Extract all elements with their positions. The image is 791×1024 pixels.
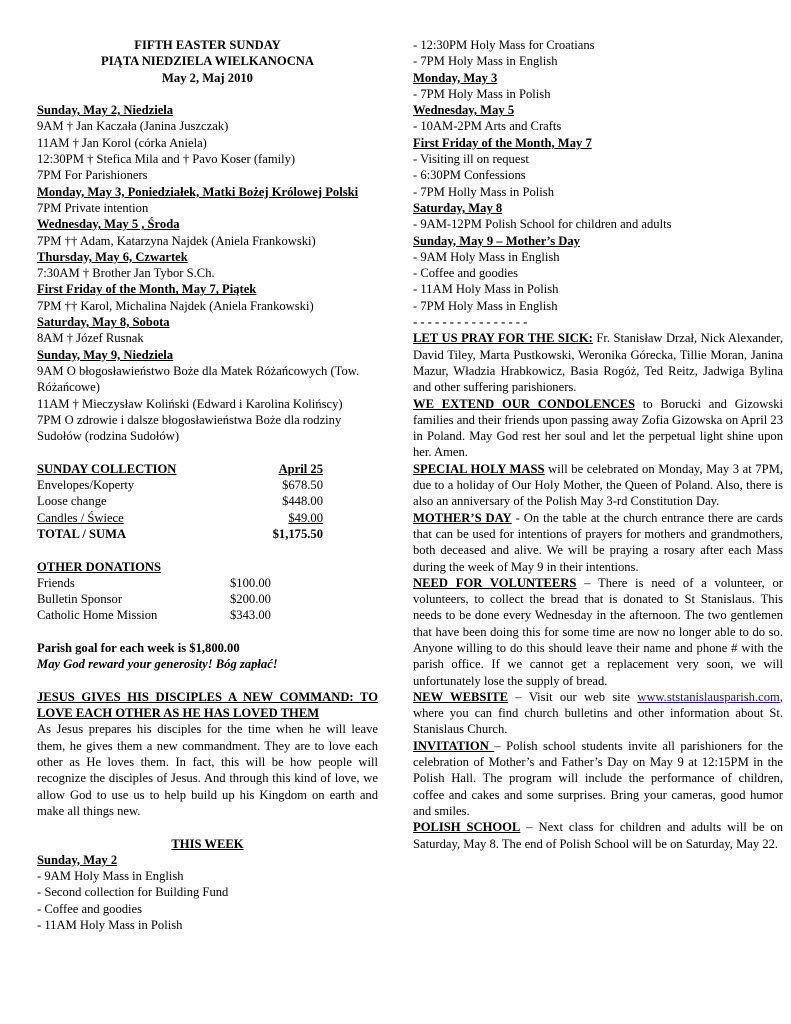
week-day: Sunday, May 9 – Mother’s Day	[413, 233, 580, 248]
header-date: May 2, Maj 2010	[162, 70, 253, 85]
donation-value: $200.00	[230, 592, 271, 607]
announcement-body: Fr. Stanisław Drzał, Nick Alexander, David Tiley, Marta Pustkowski, Weronika Górecka, Tillie Moran, Janina Mazur, Władzia Hrabkowicz, Basia Rogóż, Ted Reitz, Jadwiga Bylina and other suffering parishioners.	[413, 331, 783, 395]
announcement-body: – There is need of a volunteer, or volunteers, to collect the bread that is donated to St Stanislaus. This needs to be done every Wednesday in the afternoon. The two gentlemen that have been doing this for some time are now no longer able to do so. Anyone willing to do this should leave their name and phone # with the parish office. If we cannot get a replacement very soon, we will unfortunately lose the supply of bread.	[413, 575, 783, 688]
announcement-title: INVITATION	[413, 738, 495, 753]
collection-total-value: $1,175.50	[272, 526, 323, 541]
donation-label: Catholic Home Mission	[37, 608, 158, 623]
intention-item: 11AM † Mieczysław Koliński (Edward i Karolina Kolińscy)	[37, 396, 343, 411]
reward-message: May God reward your generosity! Bóg zapłać!	[37, 657, 278, 672]
mass-intentions	[37, 102, 378, 444]
collection-row	[37, 493, 378, 509]
donation-row	[37, 575, 378, 591]
donation-row	[37, 591, 378, 607]
week-item: - 10AM-2PM Arts and Crafts	[413, 119, 562, 134]
intention-item: 7PM For Parishioners	[37, 168, 148, 183]
intention-item: 9AM O błogosławieństwo Boże dla Matek Różańcowych (Tow. Różańcowe)	[37, 363, 360, 395]
gospel-title: JESUS GIVES HIS DISCIPLES A NEW COMMAND: TO LOVE EACH OTHER AS HE HAS LOVED THEM	[37, 689, 378, 721]
week-item: - 9AM Holy Mass in English	[413, 249, 560, 264]
intention-day: Monday, May 3, Poniedziałek, Matki Bożej Królowej Polski	[37, 184, 359, 199]
announcement-title: SPECIAL HOLY MASS	[413, 461, 545, 476]
intention-day: Wednesday, May 5 , Środa	[37, 217, 180, 232]
collection-value: $678.50	[282, 478, 323, 493]
announcement-title: NEW WEBSITE	[413, 689, 509, 704]
week-item: - Second collection for Building Fund	[37, 885, 229, 900]
donation-value: $100.00	[230, 575, 271, 590]
donation-value: $343.00	[230, 608, 271, 623]
announcement-mothers-day	[413, 510, 783, 575]
week-item: - Coffee and goodies	[37, 901, 143, 916]
website-link[interactable]: www.ststanislausparish.com	[637, 689, 780, 704]
collection-date: April 25	[278, 461, 323, 476]
announcement-body: - On the table at the church entrance there are cards that can be used for intentions of prayers for mothers and grandmothers, both deceased and alive. We will be praying a rosary after each Mass during the week of May 9 in their intentions.	[413, 510, 783, 574]
collection-label: Envelopes/Koperty	[37, 478, 135, 493]
collection-row	[37, 477, 378, 493]
week-day: Monday, May 3	[413, 70, 498, 85]
intention-item: 7PM †† Adam, Katarzyna Najdek (Aniela Frankowski)	[37, 233, 316, 248]
announcement-title: NEED FOR VOLUNTEERS	[413, 575, 577, 590]
announcement-body: , where you can find church bulletins and other information about St. Stanislaus Church.	[413, 689, 783, 737]
announcement-body: – Polish school students invite all parishioners for the celebration of Mother’s and Father’s Day on May 9 at 12:15PM in the Polish Hall. The program will include the performance of children, coffee and cakes and some surprises. Bring your cameras, good humor and smiles.	[413, 738, 783, 818]
intention-item: 11AM † Jan Korol (córka Aniela)	[37, 135, 207, 150]
announcement-body: to Borucki and Gizowski families and their friends upon passing away Zofia Gizowska on April 23 in Poland. May God rest her soul and let the perpetual light shine upon her. Amen.	[413, 396, 783, 460]
collection-label: Candles / Świece	[37, 510, 124, 525]
week-item: - 7PM Holy Mass in Polish	[413, 86, 551, 101]
announcement-title: POLISH SCHOOL	[413, 820, 521, 835]
collection-header	[37, 461, 378, 477]
header-title: FIFTH EASTER SUNDAY	[134, 38, 281, 52]
announcement-body: – Visit our web site	[508, 689, 638, 704]
announcement-condolences	[413, 396, 783, 461]
week-item: - 12:30PM Holy Mass for Croatians	[413, 38, 595, 52]
left-column	[37, 37, 378, 933]
week-item: - 9AM-12PM Polish School for children and adults	[413, 217, 672, 232]
week-item: - Coffee and goodies	[413, 266, 519, 281]
week-day: Sunday, May 2	[37, 852, 118, 867]
collection-row	[37, 510, 378, 526]
intention-item: 8AM † Józef Rusnak	[37, 331, 144, 346]
intention-day: Sunday, May 9, Niedziela	[37, 347, 174, 362]
announcement-website	[413, 689, 783, 738]
gospel-body: As Jesus prepares his disciples for the time when he will leave them, he gives them a new commandment. They are to love each other as He loves them. In fact, this will be how people will recognize the disciples of Jesus. And through this kind of love, we allow God to use us to help build up his Kingdom on earth and make all things new.	[37, 722, 378, 818]
week-day: First Friday of the Month, May 7	[413, 135, 592, 150]
parish-goal: Parish goal for each week is $1,800.00	[37, 640, 240, 655]
week-item: - 7PM Holy Mass in English	[413, 54, 558, 69]
intention-day: Saturday, May 8, Sobota	[37, 315, 170, 330]
intention-day: Sunday, May 2, Niedziela	[37, 103, 174, 118]
intention-day: Thursday, May 6, Czwartek	[37, 249, 188, 264]
announcement-invitation	[413, 738, 783, 819]
intention-day: First Friday of the Month, May 7, Piątek	[37, 282, 257, 297]
week-item: - 7PM Holly Mass in Polish	[413, 184, 555, 199]
week-day: Wednesday, May 5	[413, 103, 515, 118]
announcement-volunteers	[413, 575, 783, 689]
intention-item: 7PM O zdrowie i dalsze błogosławieństwa Boże dla rodziny Sudołów (rodzina Sudołów)	[37, 412, 342, 444]
week-item: - 7PM Holy Mass in English	[413, 298, 558, 313]
other-donations	[37, 559, 378, 624]
intention-item: 7PM Private intention	[37, 200, 149, 215]
announcement-sick	[413, 330, 783, 395]
right-column	[413, 37, 783, 852]
collection-total-label: TOTAL / SUMA	[37, 526, 127, 541]
announcement-title: WE EXTEND OUR CONDOLENCES	[413, 396, 636, 411]
collection-value: $448.00	[282, 494, 323, 509]
week-item: - 6:30PM Confessions	[413, 168, 526, 183]
intention-item: 7PM †† Karol, Michalina Najdek (Aniela Frankowski)	[37, 298, 314, 313]
collection-value: $49.00	[288, 510, 323, 525]
week-item: - 9AM Holy Mass in English	[37, 869, 184, 884]
donations-title: OTHER DONATIONS	[37, 559, 161, 574]
announcement-body: – Next class for children and adults will be on Saturday, May 8. The end of Polish School will be on Saturday, May 22.	[413, 820, 784, 851]
week-item: - 11AM Holy Mass in Polish	[37, 918, 183, 933]
announcement-body: will be celebrated on Monday, May 3 at 7PM, due to a holiday of Our Holy Mother, the Queen of Poland. Also, there is also an anniversary of the Polish May 3-rd Constitution Day.	[413, 461, 783, 509]
donation-label: Bulletin Sponsor	[37, 592, 123, 607]
header-title-polish: PIĄTA NIEDZIELA WIELKANOCNA	[101, 54, 314, 69]
donation-label: Friends	[37, 575, 75, 590]
announcement-title: MOTHER’S DAY	[413, 510, 512, 525]
week-day: Saturday, May 8	[413, 200, 503, 215]
announcement-title: LET US PRAY FOR THE SICK:	[413, 331, 593, 346]
intention-item: 9AM † Jan Kaczała (Janina Juszczak)	[37, 119, 229, 134]
week-item: - Visiting ill on request	[413, 152, 529, 167]
this-week-title: THIS WEEK	[171, 836, 244, 851]
intention-item: 12:30PM † Stefica Mila and † Pavo Koser (family)	[37, 152, 296, 167]
announcement-polish-school	[413, 819, 783, 852]
collection-title: SUNDAY COLLECTION	[37, 461, 177, 476]
section-divider: - - - - - - - - - - - - - - - -	[413, 315, 528, 330]
collection-total-row	[37, 526, 378, 542]
week-item: - 11AM Holy Mass in Polish	[413, 282, 559, 297]
donation-row	[37, 607, 378, 623]
intention-item: 7:30AM † Brother Jan Tybor S.Ch.	[37, 266, 215, 281]
announcement-special-mass	[413, 461, 783, 510]
sunday-collection	[37, 461, 378, 542]
collection-label: Loose change	[37, 494, 107, 509]
